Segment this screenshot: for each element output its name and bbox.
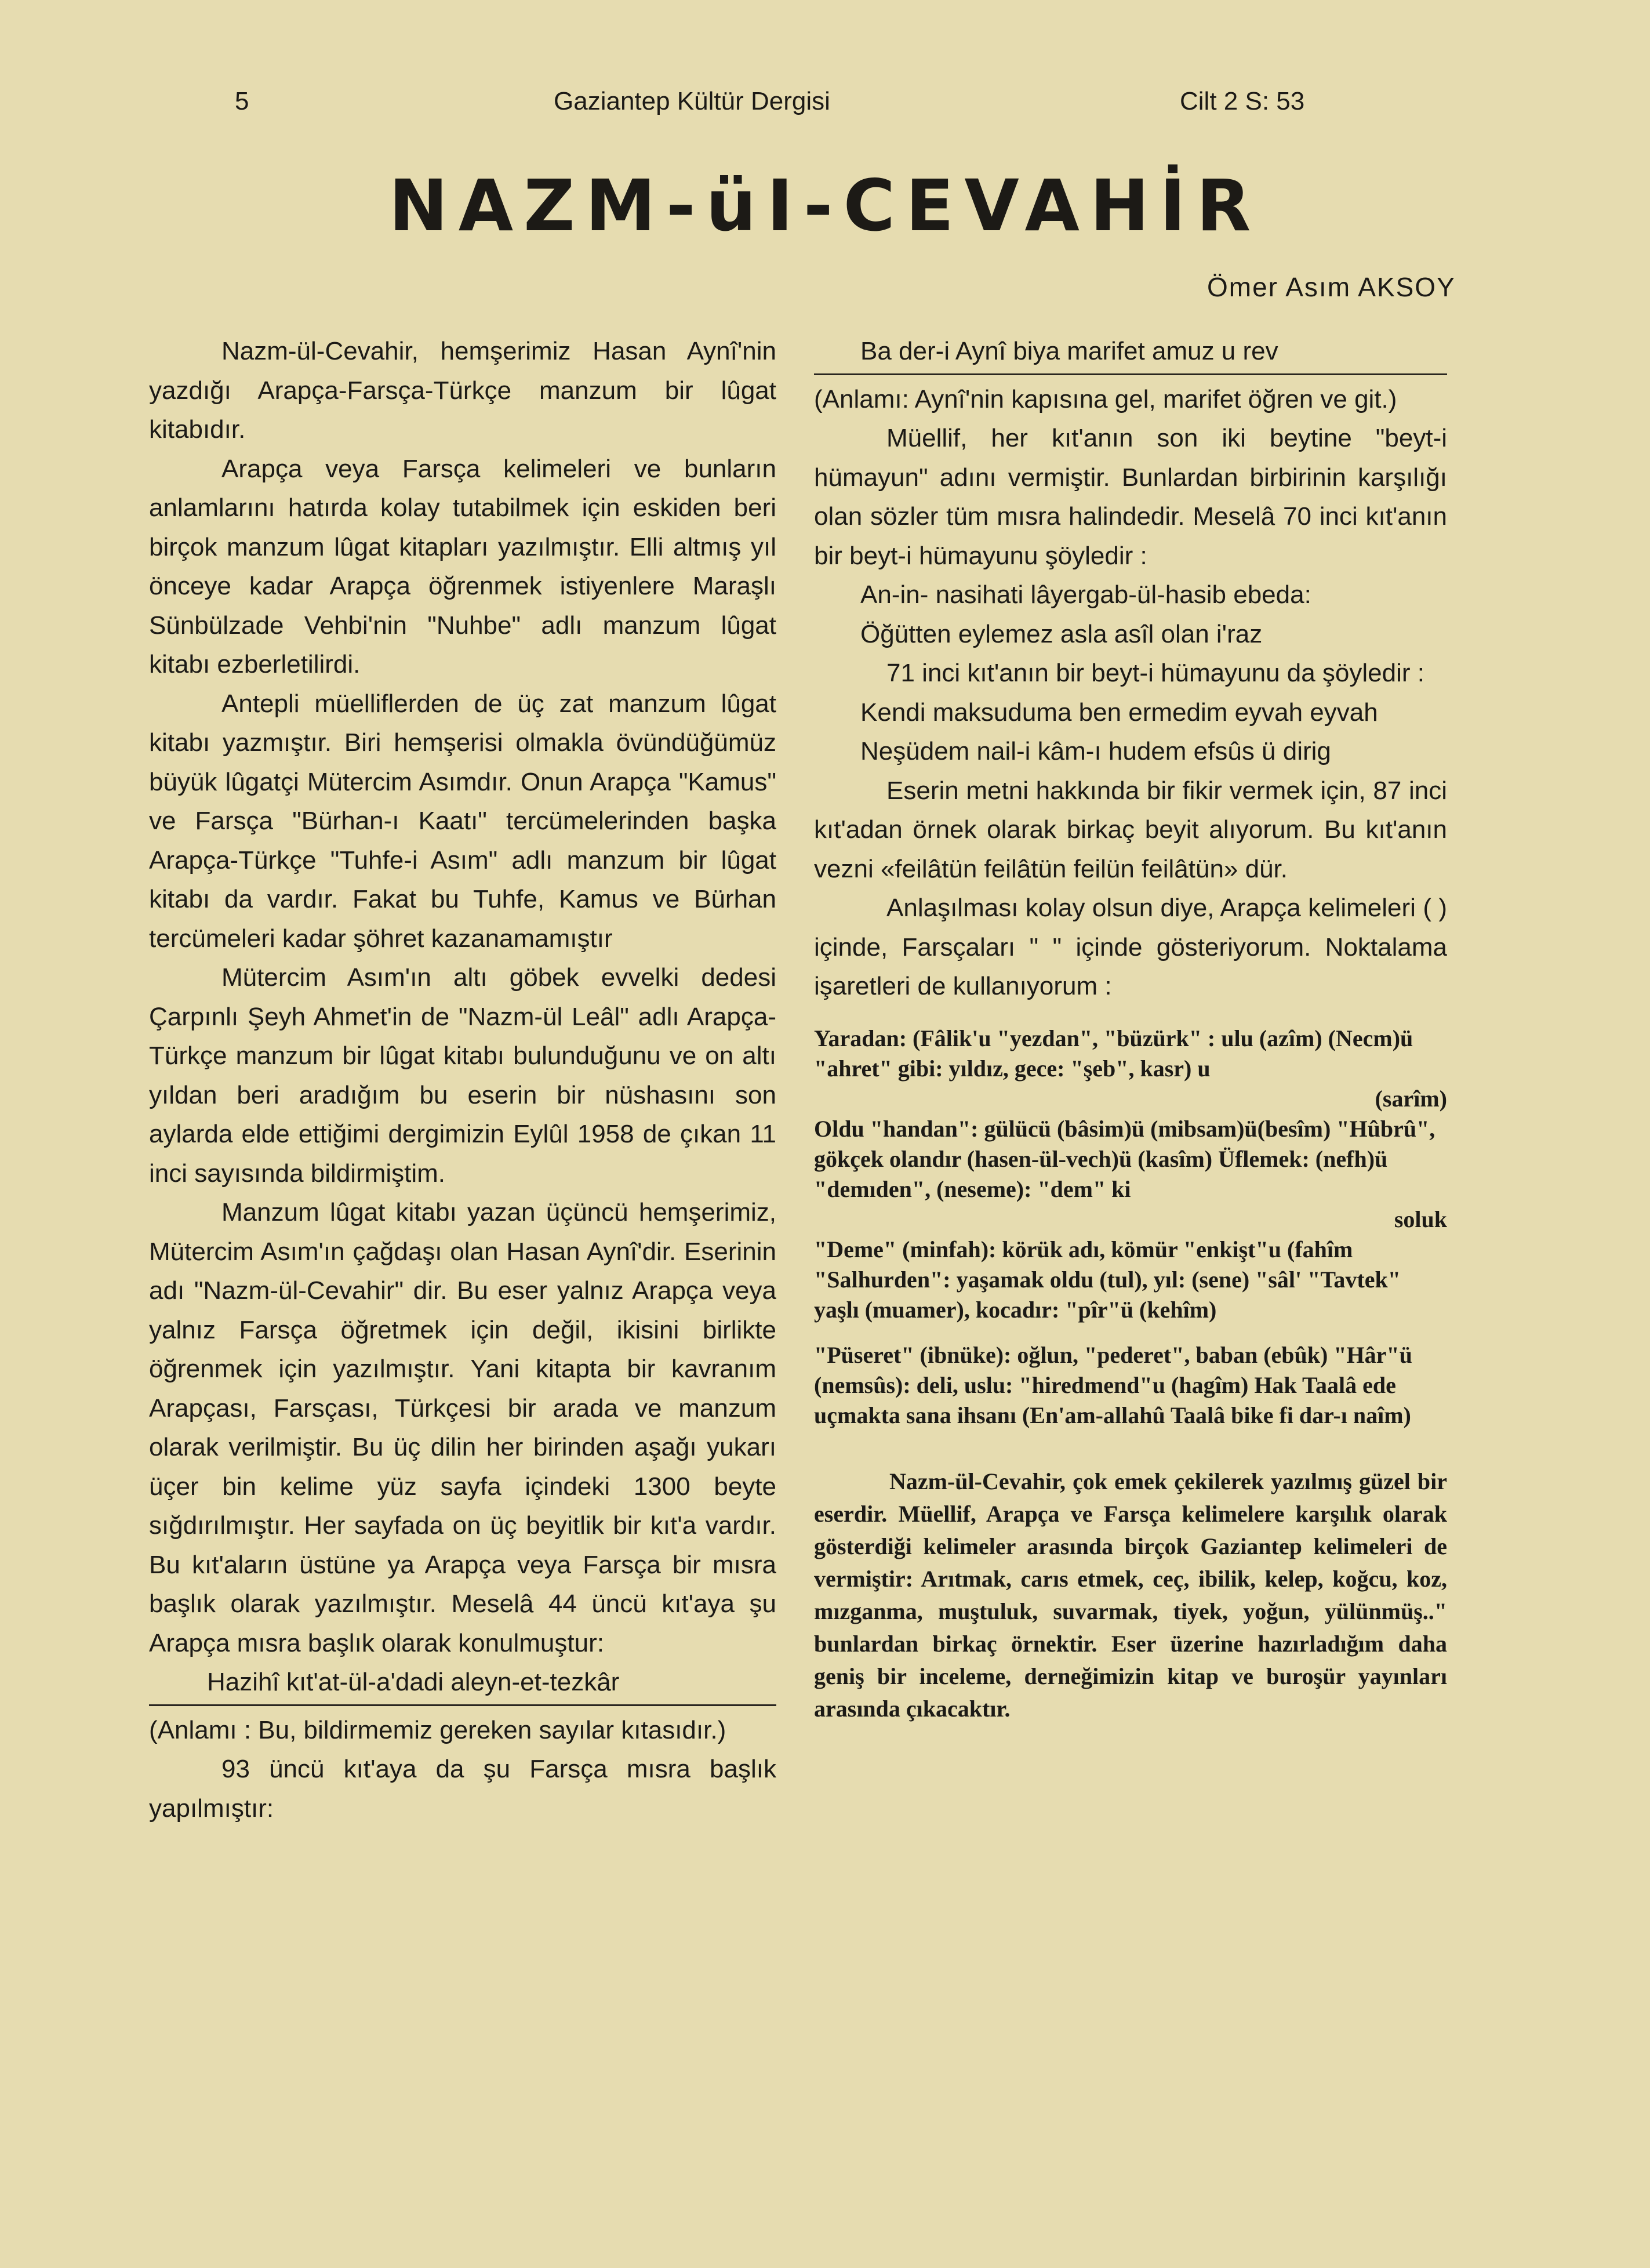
body-paragraph: Nazm-ül-Cevahir, hemşerimiz Hasan Aynî'nin yazdığı Arapça-Farsça-Türkçe manzum bir lûgat kitabıdır. [149,337,776,444]
glossary-verse-tail: (sarîm) [1375,1085,1447,1112]
body-paragraph: Müellif, her kıt'anın son iki beytine "beyt-i hümayun" adını vermiştir. Bunlardan birbirinin karşılığı olan sözler tüm mısra halindedir. Meselâ 70 inci kıt'anın bir beyt-i hümayunu şöyledir : [814,424,1447,570]
body-paragraph: Arapça veya Farsça kelimeleri ve bunların anlamlarını hatırda kolay tutabilmek için eskiden beri birçok manzum lûgat kitapları yazılmıştır. Elli altmış yıl önceye kadar Arapça öğrenmek istiyenlere Maraşlı Sünbülzade Vehbi'nin "Nuhbe" adlı manzum lûgat kitabı ezberletilirdi. [149,454,776,678]
body-paragraph: 93 üncü kıt'aya da şu Farsça mısra başlık yapılmıştır: [149,1755,776,1823]
body-paragraph: Anlaşılması kolay olsun diye, Arapça kelimeleri ( ) içinde, Farsçaları " " içinde gösteriyorum. Noktalama işaretleri de kullanıyorum : [814,894,1447,1000]
verse-rule [814,373,1447,375]
glossary-gap [814,1325,1447,1340]
verse-line: Neşüdem nail-i kâm-ı hudem efsûs ü dirig [860,737,1331,765]
body-paragraph: Antepli müelliflerden de üç zat manzum lûgat kitabı yazmıştır. Biri hemşerisi olmakla övündüğümüz büyük lûgatçi Mütercim Asımdır. Onun Arapça "Kamus" ve Farsça "Bürhan-ı Kaatı" tercümelerinden başka Arapça-Türkçe "Tuhfe-i Asım" adlı manzum bir lûgat kitabı da vardır. Fakat bu Tuhfe, Kamus ve Bürhan tercümeleri kadar şöhret kazanamamıştır [149,689,776,953]
body-paragraph: Eserin metni hakkında bir fikir vermek için, 87 inci kıt'adan örnek olarak birkaç beyit alıyorum. Bu kıt'anın vezni «feilâtün feilâtün feilün feilâtün» dür. [814,776,1447,883]
glossary-verse-tail: soluk [1394,1206,1447,1232]
verse-line: Öğütten eylemez asla asîl olan i'raz [860,619,1263,648]
body-paragraph: Manzum lûgat kitabı yazan üçüncü hemşerimiz, Mütercim Asım'ın çağdaşı olan Hasan Aynî'dir. Eserinin adı "Nazm-ül-Cevahir" dir. Bu eser yalnız Arapça veya yalnız Farsça öğretmek için değil, ikisini birlikte öğrenmek için yazılmıştır. Yani kitapta bir kavranım Arapçası, Farsçası, Türkçesi bir arada ve manzum olarak verilmiştir. Bu üç dilin her birinden aşağı yukarı üçer bin kelime yüz sayfa içindeki 1300 beyte sığdırılmıştır. Her sayfada on üç beyitlik bir kıt'a vardır. Bu kıt'aların üstüne ya Arapça veya Farsça bir mısra başlık olarak yazılmıştır. Meselâ 44 üncü kıt'aya şu Arapça mısra başlık olarak konulmuştur: [149,1198,776,1657]
body-paragraph: (Anlamı: Aynî'nin kapısına gel, marifet öğren ve git.) [814,384,1397,413]
body-paragraph: 71 inci kıt'anın bir beyt-i hümayunu da şöyledir : [886,659,1424,687]
verse-line: An-in- nasihati lâyergab-ül-hasib ebeda: [860,580,1311,609]
glossary-verse: Oldu "handan": gülücü (bâsim)ü (mibsam)ü(besîm) "Hûbrû", gökçek olandır (hasen-ül-vech)ü (kasîm) Üflemek: (nefh)ü "demıden", (neseme): "dem" ki [814,1115,1435,1202]
right-column [814,332,1447,1725]
volume-issue: Cilt 2 S: 53 [1180,87,1305,115]
page-number: 5 [235,87,249,115]
verse-line: Hazihî kıt'at-ül-a'dadi aleyn-et-tezkâr [207,1668,620,1696]
verse-rule [149,1704,776,1706]
verse-line: Kendi maksuduma ben ermedim eyvah eyvah [860,698,1378,727]
glossary-verse: "Püseret" (ibnüke): oğlun, "pederet", baban (ebûk) "Hâr"ü (nemsûs): deli, uslu: "hiredmend"u (hagîm) Hak Taalâ ede uçmakta sana ihsanı (En'am-allahû Taalâ bike fi dar-ı naîm) [814,1341,1412,1428]
running-header [0,87,1650,133]
verse-line: Ba der-i Aynî biya marifet amuz u rev [860,337,1278,365]
article-author: Ömer Asım AKSOY [1207,272,1456,302]
body-paragraph: (Anlamı : Bu, bildirmemiz gereken sayılar kıtasıdır.) [149,1715,726,1744]
body-paragraph: Mütercim Asım'ın altı göbek evvelki dedesi Çarpınlı Şeyh Ahmet'in de "Nazm-ül Leâl" adlı Arapça-Türkçe manzum bir lûgat kitabı bulunduğunu ve on altı yıldan beri aradığım bu eserin bir nüshasını son aylarda elde ettiğimi dergimizin Eylûl 1958 de çıkan 11 inci sayısında bildirmiştim. [149,963,776,1188]
closing-paragraph: Nazm-ül-Cevahir, çok emek çekilerek yazılmış güzel bir eserdir. Müellif, Arapça ve Farsça kelimelere karşılık olarak gösterdiği kelimeler arasında birçok Gaziantep kelimeleri de vermiştir: Arıtmak, carıs etmek, ceç, ibilik, kelep, koğcu, koz, mızganma, muştuluk, suvarmak, tiyek, yoğun, yülünmüş.." bunlardan birkaç örnektir. Eser üzerine hazırladığım daha geniş bir inceleme, derneğimizin kitap ve buroşür yayınları arasında çıkacaktır. [814,1468,1447,1722]
article-title: NAZM-üI-CEVAHİR [388,165,1262,247]
glossary-verse: "Deme" (minfah): körük adı, kömür "enkişt"u (fahîm "Salhurden": yaşamak oldu (tul), yıl: (sene) "sâl' "Tavtek" yaşlı (muamer), kocadır: "pîr"ü (kehîm) [814,1236,1401,1323]
glossary-verse: Yaradan: (Fâlik'u "yezdan", "büzürk" : ulu (azîm) (Necm)ü "ahret" gibi: yıldız, gece: "şeb", kasr) u [814,1025,1413,1082]
left-column [149,332,776,1828]
journal-name: Gaziantep Kültür Dergisi [554,87,830,115]
